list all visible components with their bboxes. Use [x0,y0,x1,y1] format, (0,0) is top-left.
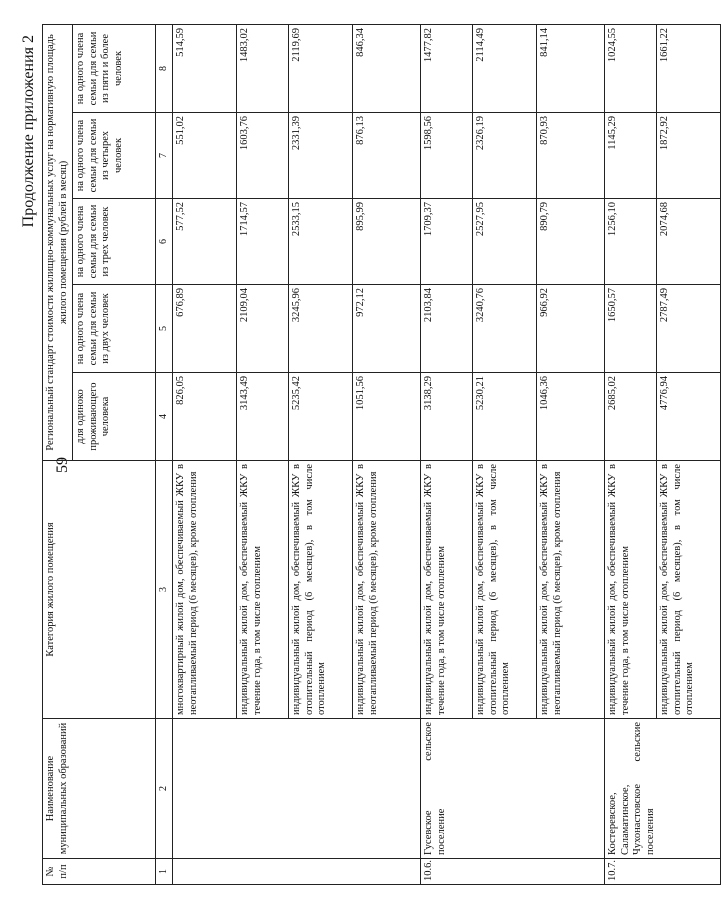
row-value: 1714,57 [237,199,289,285]
row-value: 2331,39 [289,113,353,199]
row-value: 2326,19 [473,113,537,199]
row-num: 10.7. [605,859,721,885]
page-number: 59 [54,457,71,473]
row-value: 1483,02 [237,24,289,112]
row-value: 5230,21 [473,373,537,461]
row-name: Костеревское, Саламатинское, Чухонастовское сельские поселения [605,719,721,859]
header-num: № п/п [43,859,156,885]
row-value: 1709,37 [421,199,473,285]
row-value: 1603,76 [237,113,289,199]
row-category: индивидуальный жилой дом, обеспечиваемый ЖКУ в течение года, в том числе отоплением [421,461,473,719]
col-index: 8 [156,24,173,112]
table-row [605,24,657,884]
row-category: индивидуальный жилой дом, обеспечиваемый ЖКУ в течение года, в том числе отоплением [605,461,657,719]
col-index: 1 [156,859,173,885]
row-value: 841,14 [537,24,605,112]
row-value: 826,05 [173,373,237,461]
table-row [173,24,237,884]
row-category: индивидуальный жилой дом, обеспечиваемый ЖКУ в отопительный период (6 месяцев), в том числе отоплением [657,461,721,719]
row-value: 2787,49 [657,285,721,373]
row-value: 2527,95 [473,199,537,285]
row-category: индивидуальный жилой дом, обеспечиваемый ЖКУ в неотапливаемый период (6 месяцев), кроме отопления [353,461,421,719]
row-num [173,859,421,885]
row-name: Гусевское сельское поселение [421,719,605,859]
row-num: 10.6. [421,859,605,885]
header-col8: на одного члена семьи для семьи из пяти и более человек [73,24,156,112]
header-col4: для одиноко проживающего человека [73,373,156,461]
row-name [173,719,421,859]
header-col7: на одного члена семьи для семьи из четырех человек [73,113,156,199]
row-value: 895,99 [353,199,421,285]
row-category: индивидуальный жилой дом, обеспечиваемый ЖКУ в отопительный период (6 месяцев), в том числе отоплением [473,461,537,719]
row-value: 1872,92 [657,113,721,199]
row-value: 2533,15 [289,199,353,285]
row-value: 514,59 [173,24,237,112]
col-index: 4 [156,373,173,461]
row-value: 2074,68 [657,199,721,285]
row-value: 966,92 [537,285,605,373]
header-standard: Региональный стандарт стоимости жилищно-коммунальных услуг на нормативную площадь жилого помещения (рублей в месяц) [43,24,73,460]
row-value: 972,12 [353,285,421,373]
row-value: 2103,84 [421,285,473,373]
header-col5: на одного члена семьи для семьи из двух человек [73,285,156,373]
row-value: 5235,42 [289,373,353,461]
row-value: 4776,94 [657,373,721,461]
standards-table [42,24,721,885]
row-category: индивидуальный жилой дом, обеспечиваемый ЖКУ в отопительный период (6 месяцев), в том числе отоплением [289,461,353,719]
row-value: 876,13 [353,113,421,199]
row-value: 1051,56 [353,373,421,461]
row-value: 3138,29 [421,373,473,461]
row-value: 2685,02 [605,373,657,461]
row-value: 3245,96 [289,285,353,373]
header-row-1 [43,24,73,884]
row-value: 676,89 [173,285,237,373]
row-value: 846,34 [353,24,421,112]
row-value: 2119,69 [289,24,353,112]
column-index-row [156,24,173,884]
row-value: 1145,29 [605,113,657,199]
table-row [421,24,473,884]
col-index: 3 [156,461,173,719]
header-col6: на одного члена семьи для семьи из трех человек [73,199,156,285]
row-category: многоквартирный жилой дом, обеспечиваемый ЖКУ в неотапливаемый период (6 месяцев), кроме отопления [173,461,237,719]
row-value: 1046,36 [537,373,605,461]
header-name: Наименование муниципальных образований [43,719,156,859]
row-value: 551,02 [173,113,237,199]
row-value: 3240,76 [473,285,537,373]
row-value: 2114,49 [473,24,537,112]
row-value: 1650,57 [605,285,657,373]
row-value: 1661,22 [657,24,721,112]
row-value: 577,52 [173,199,237,285]
col-index: 6 [156,199,173,285]
row-value: 1024,55 [605,24,657,112]
col-index: 5 [156,285,173,373]
col-index: 7 [156,113,173,199]
rotated-page [20,25,696,885]
row-value: 3143,49 [237,373,289,461]
row-value: 1598,56 [421,113,473,199]
row-category: индивидуальный жилой дом, обеспечиваемый ЖКУ в неотапливаемый период (6 месяцев), кроме отопления [537,461,605,719]
row-value: 2109,04 [237,285,289,373]
row-value: 890,79 [537,199,605,285]
row-value: 870,93 [537,113,605,199]
row-value: 1256,10 [605,199,657,285]
col-index: 2 [156,719,173,859]
row-value: 1477,82 [421,24,473,112]
header-category: Категория жилого помещения [43,461,156,719]
appendix-title: Продолжение приложения 2 [20,35,37,228]
row-category: индивидуальный жилой дом, обеспечиваемый ЖКУ в течение года, в том числе отоплением [237,461,289,719]
